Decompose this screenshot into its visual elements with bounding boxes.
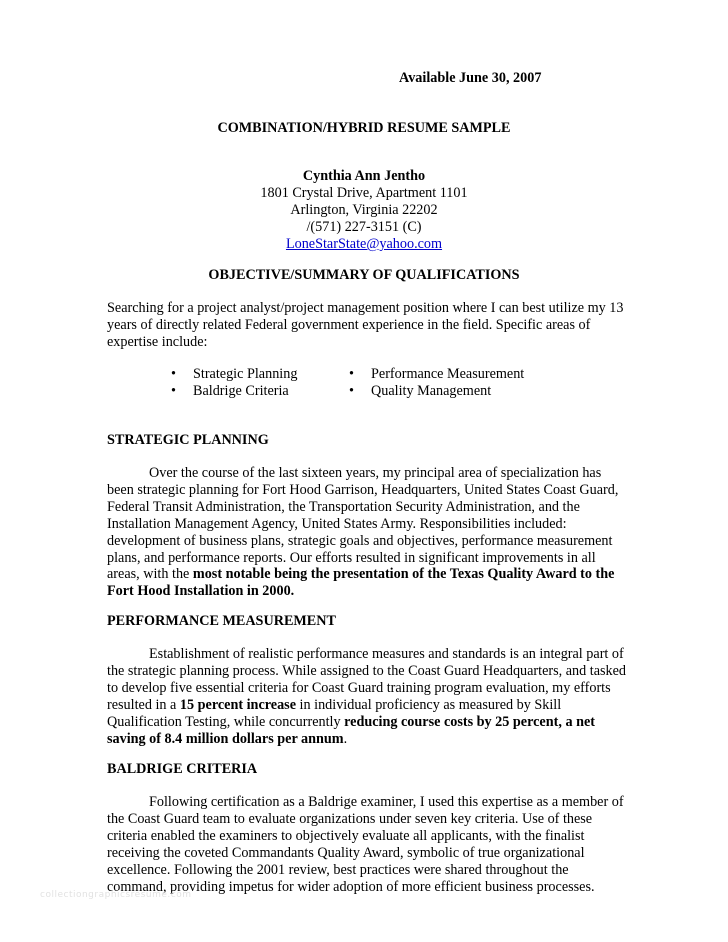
bullet-item (349, 366, 524, 383)
baldrige-heading: BALDRIGE CRITERIA (107, 761, 258, 777)
bullet-item (171, 366, 297, 383)
performance-highlight-a: 15 percent increase (179, 696, 296, 713)
performance-heading: PERFORMANCE MEASUREMENT (107, 613, 336, 629)
bullet-dot: • (349, 383, 354, 399)
strategic-highlight: most notable being the presentation of the Texas Quality Award to the Fort Hood Installation in 2000. (107, 566, 615, 600)
bullet-label: Quality Management (371, 383, 492, 399)
performance-paragraph (107, 646, 629, 747)
contact-address-line1: 1801 Crystal Drive, Apartment 1101 (260, 185, 468, 201)
availability-date: Available June 30, 2007 (399, 70, 542, 86)
contact-phone: /(571) 227-3151 (C) (306, 219, 422, 235)
performance-text (107, 646, 629, 747)
baldrige-text (107, 794, 629, 895)
strategic-heading: STRATEGIC PLANNING (107, 432, 269, 448)
strategic-paragraph (107, 465, 629, 600)
bullet-item (349, 383, 491, 400)
contact-email-row (0, 236, 728, 253)
strategic-text-a: Over the course of the last sixteen years, my principal area of specialization has been strategic planning for Fort Hood Garrison, Headquarters, United States Coast Guard, Federal Transit Administration, the Transportation Security Administration, and the Installation Management Agency, United States Army. Responsibilities included: development of business plans, strategic goals and objectives, performance measurement plans, and performance reports. Our efforts resulted in significant improvements in all areas, with the (107, 465, 619, 583)
contact-email-link[interactable]: LoneStarState@yahoo.com (285, 236, 443, 252)
performance-highlight-b: reducing course costs by 25 percent, a net saving of 8.4 million dollars per annum (107, 713, 595, 747)
bullet-item (171, 383, 289, 400)
baldrige-paragraph: Following certification as a Baldrige examiner, I used this expertise as a member of the Coast Guard team to evaluate organizations under seven key criteria. Use of these criteria enabled the examiners to objectively evaluate all applicants, with the finalist receiving the coveted Commandants Quality Award, symbolic of true organizational excellence. Following the 2001 review, best practices were shared throughout the command, providing impetus for wider adoption of more efficient business processes. (107, 794, 624, 895)
document-title: COMBINATION/HYBRID RESUME SAMPLE (217, 120, 511, 136)
objective-paragraph: Searching for a project analyst/project management position where I can best utilize my 13 years of directly related Federal government experience in the field. Specific areas of expertise include: (107, 300, 624, 350)
watermark-text: collectiongraphicsresume.com (40, 890, 192, 900)
bullet-dot: • (171, 366, 176, 382)
performance-text-c: . (343, 730, 348, 747)
bullet-label: Performance Measurement (371, 366, 525, 382)
bullet-dot: • (171, 383, 176, 399)
bullet-label: Strategic Planning (193, 366, 298, 382)
bullet-dot: • (349, 366, 354, 382)
objective-text (107, 300, 629, 351)
contact-name: Cynthia Ann Jentho (302, 168, 426, 184)
objective-heading: OBJECTIVE/SUMMARY OF QUALIFICATIONS (208, 267, 520, 283)
performance-text-b: in individual proficiency as measured by Skill Qualification Testing, while concurrently (107, 696, 562, 730)
contact-address-line2: Arlington, Virginia 22202 (290, 202, 438, 218)
performance-text-a: Establishment of realistic performance measures and standards is an integral part of the strategic planning process. While assigned to the Coast Guard Headquarters, and tasked to develop five essential criteria for Coast Guard training program evaluation, my efforts resulted in a (107, 646, 627, 713)
strategic-text (107, 465, 629, 600)
bullet-label: Baldrige Criteria (193, 383, 289, 399)
